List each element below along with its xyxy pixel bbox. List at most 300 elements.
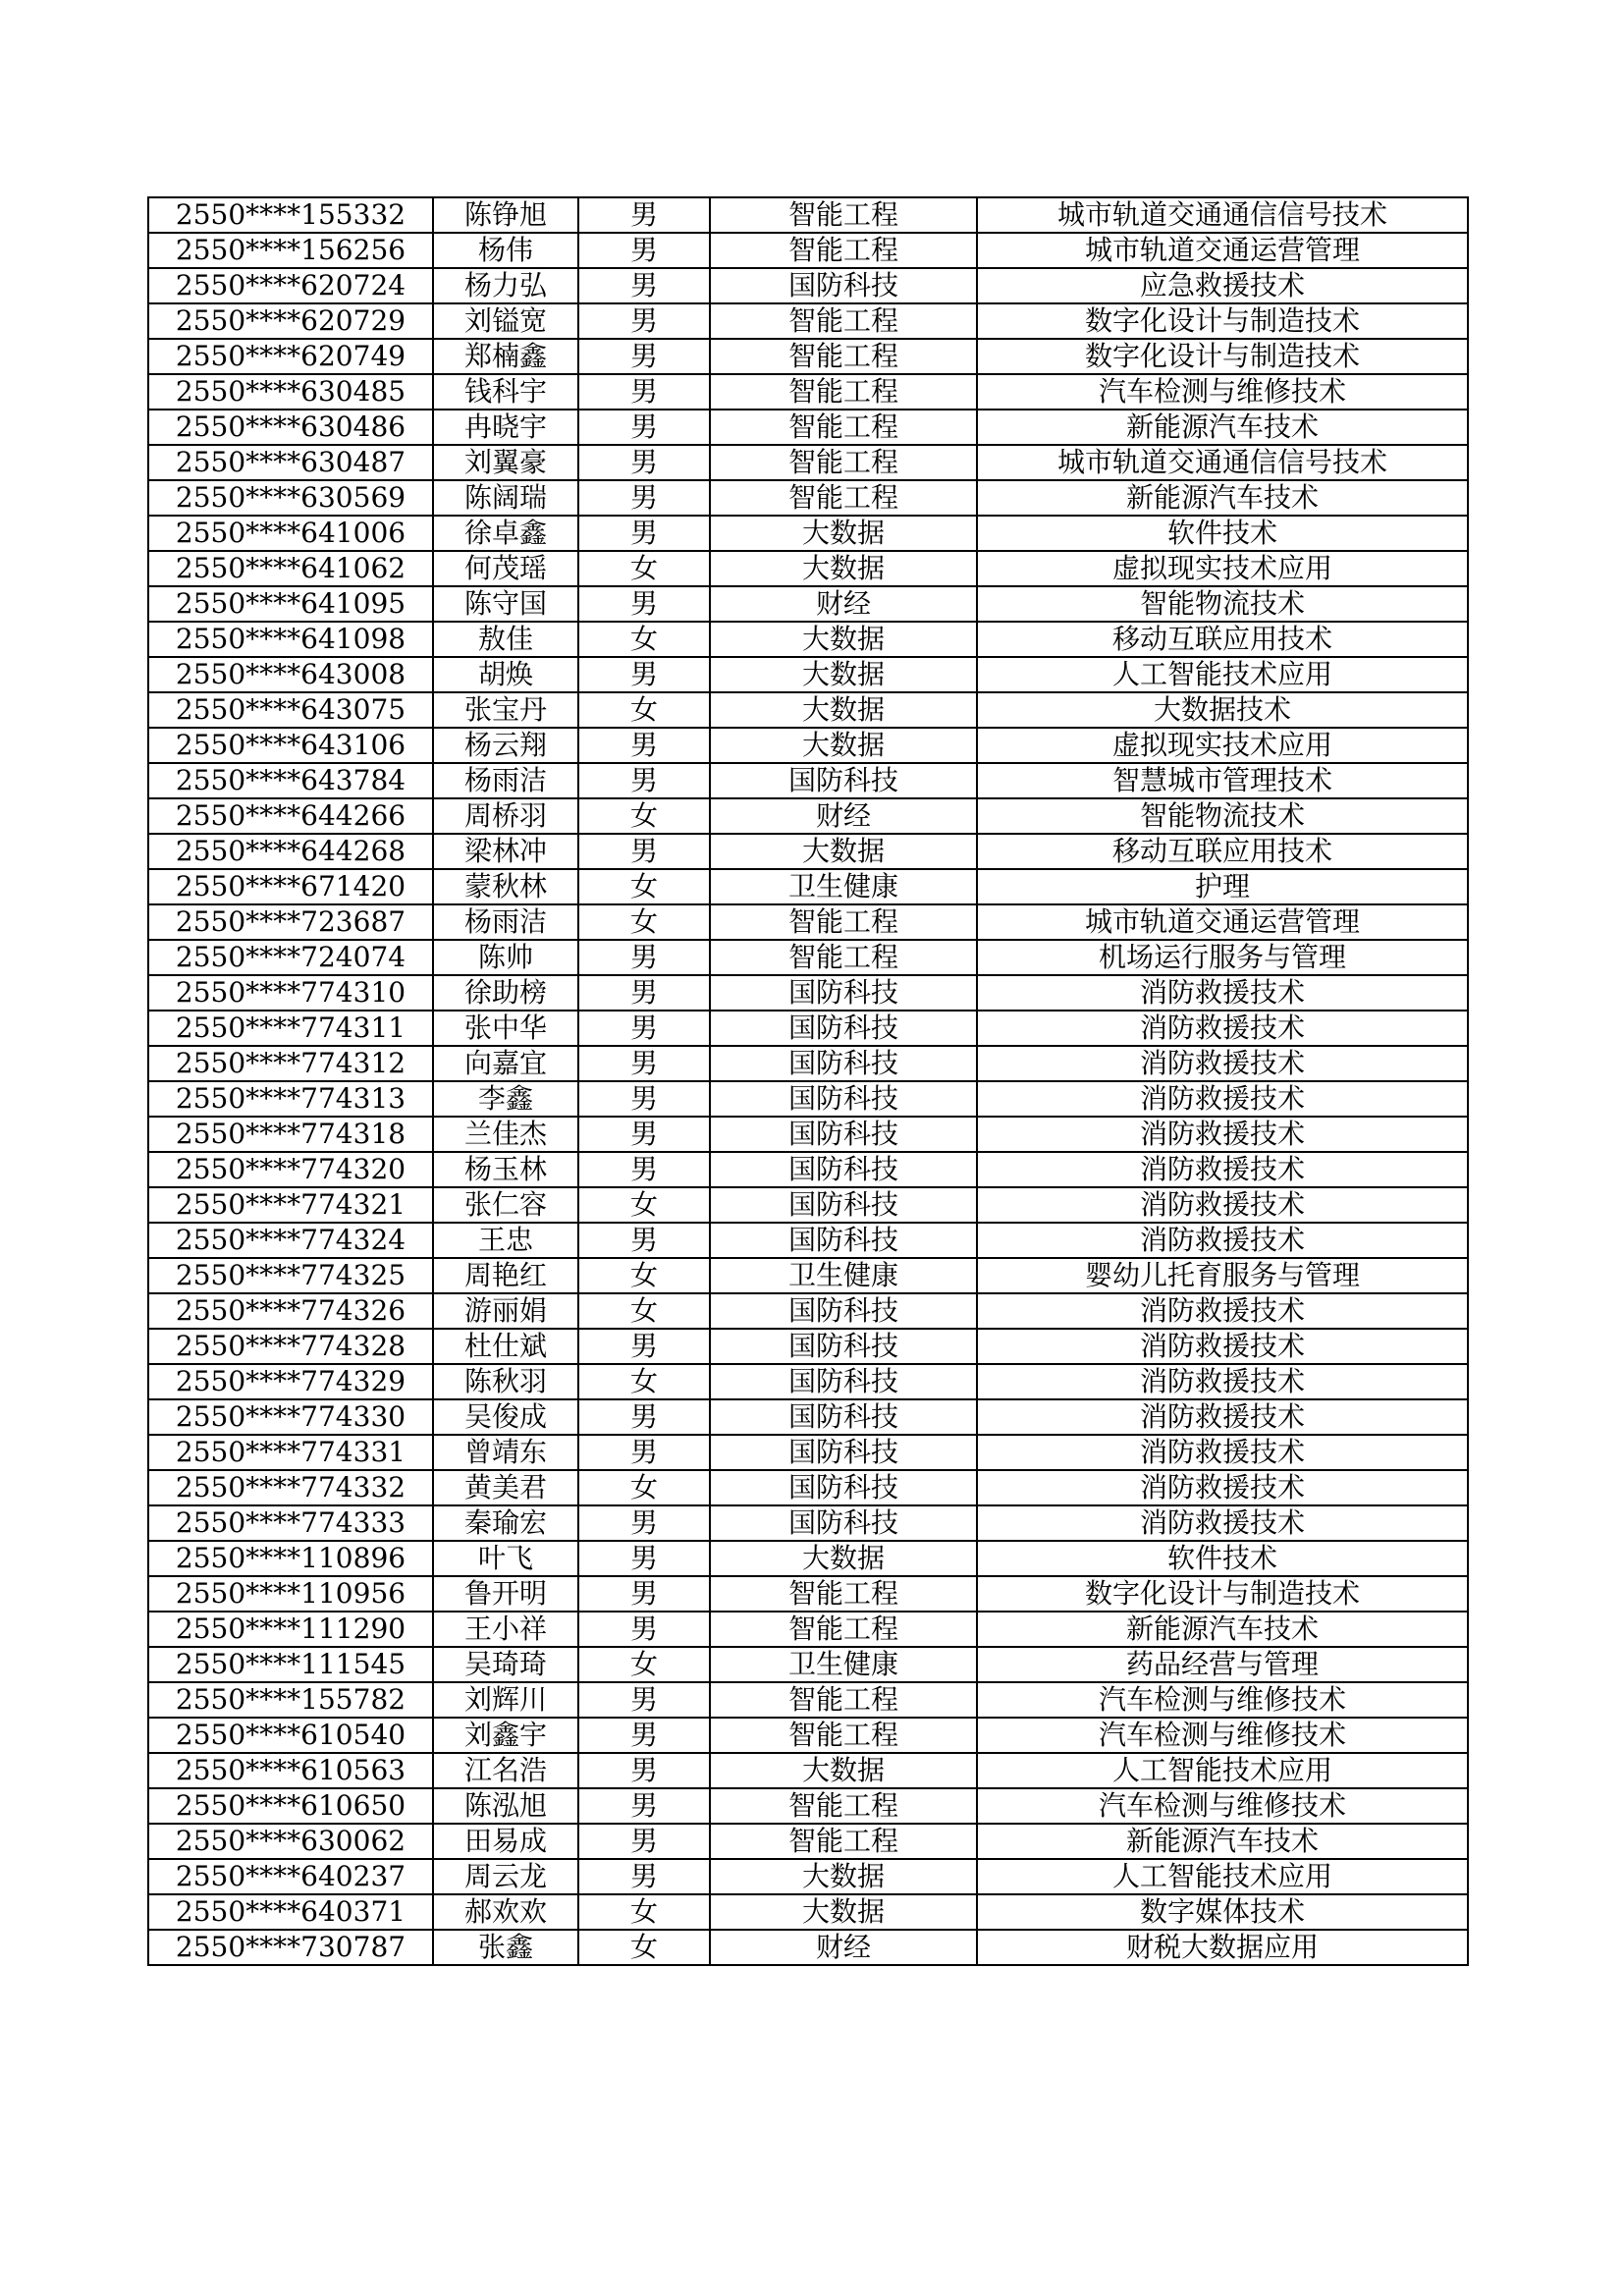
cell-college: 智能工程 xyxy=(710,1612,977,1647)
cell-name: 张中华 xyxy=(433,1011,578,1046)
cell-major: 消防救援技术 xyxy=(977,1470,1468,1505)
table-row xyxy=(148,233,1468,268)
cell-id: 2550****724074 xyxy=(148,940,433,975)
cell-major: 人工智能技术应用 xyxy=(977,1753,1468,1788)
cell-name: 刘鑫宇 xyxy=(433,1718,578,1753)
cell-gender: 男 xyxy=(578,197,710,233)
table-row xyxy=(148,657,1468,692)
cell-id: 2550****630062 xyxy=(148,1824,433,1859)
cell-name: 黄美君 xyxy=(433,1470,578,1505)
cell-college: 国防科技 xyxy=(710,763,977,798)
table-row xyxy=(148,1859,1468,1894)
cell-college: 智能工程 xyxy=(710,197,977,233)
table-row xyxy=(148,622,1468,657)
cell-name: 李鑫 xyxy=(433,1081,578,1117)
cell-major: 汽车检测与维修技术 xyxy=(977,1788,1468,1824)
cell-name: 杨云翔 xyxy=(433,728,578,763)
cell-name: 周云龙 xyxy=(433,1859,578,1894)
cell-college: 智能工程 xyxy=(710,410,977,445)
cell-id: 2550****110956 xyxy=(148,1576,433,1612)
cell-name: 周艳红 xyxy=(433,1258,578,1293)
cell-major: 虚拟现实技术应用 xyxy=(977,551,1468,586)
table-row xyxy=(148,303,1468,339)
cell-major: 汽车检测与维修技术 xyxy=(977,374,1468,410)
table-row xyxy=(148,1470,1468,1505)
cell-name: 陈帅 xyxy=(433,940,578,975)
cell-college: 大数据 xyxy=(710,622,977,657)
cell-gender: 男 xyxy=(578,1399,710,1435)
cell-college: 智能工程 xyxy=(710,303,977,339)
cell-major: 智能物流技术 xyxy=(977,798,1468,834)
cell-college: 财经 xyxy=(710,798,977,834)
cell-gender: 女 xyxy=(578,1364,710,1399)
cell-major: 城市轨道交通运营管理 xyxy=(977,233,1468,268)
cell-name: 吴琦琦 xyxy=(433,1647,578,1682)
cell-college: 国防科技 xyxy=(710,1470,977,1505)
cell-major: 人工智能技术应用 xyxy=(977,657,1468,692)
table-row xyxy=(148,551,1468,586)
table-row xyxy=(148,1258,1468,1293)
cell-college: 卫生健康 xyxy=(710,869,977,904)
cell-id: 2550****730787 xyxy=(148,1930,433,1965)
cell-college: 国防科技 xyxy=(710,1117,977,1152)
cell-college: 国防科技 xyxy=(710,1011,977,1046)
cell-gender: 男 xyxy=(578,339,710,374)
cell-gender: 女 xyxy=(578,1293,710,1329)
cell-id: 2550****630485 xyxy=(148,374,433,410)
cell-name: 鲁开明 xyxy=(433,1576,578,1612)
cell-gender: 男 xyxy=(578,1152,710,1187)
cell-name: 王忠 xyxy=(433,1223,578,1258)
cell-college: 卫生健康 xyxy=(710,1258,977,1293)
cell-id: 2550****630569 xyxy=(148,480,433,516)
cell-gender: 男 xyxy=(578,1541,710,1576)
cell-name: 蒙秋林 xyxy=(433,869,578,904)
cell-name: 江名浩 xyxy=(433,1753,578,1788)
table-row xyxy=(148,1293,1468,1329)
cell-major: 移动互联应用技术 xyxy=(977,834,1468,869)
cell-college: 大数据 xyxy=(710,1859,977,1894)
table-row xyxy=(148,1364,1468,1399)
cell-name: 胡焕 xyxy=(433,657,578,692)
student-table xyxy=(147,196,1469,1966)
cell-name: 敖佳 xyxy=(433,622,578,657)
cell-id: 2550****620729 xyxy=(148,303,433,339)
cell-gender: 男 xyxy=(578,516,710,551)
cell-gender: 男 xyxy=(578,728,710,763)
cell-major: 应急救援技术 xyxy=(977,268,1468,303)
table-row xyxy=(148,1046,1468,1081)
table-row xyxy=(148,1930,1468,1965)
cell-name: 陈守国 xyxy=(433,586,578,622)
cell-name: 陈泓旭 xyxy=(433,1788,578,1824)
table-row xyxy=(148,904,1468,940)
cell-gender: 男 xyxy=(578,268,710,303)
cell-major: 消防救援技术 xyxy=(977,975,1468,1011)
cell-id: 2550****643075 xyxy=(148,692,433,728)
cell-college: 国防科技 xyxy=(710,975,977,1011)
cell-name: 梁林冲 xyxy=(433,834,578,869)
cell-major: 新能源汽车技术 xyxy=(977,480,1468,516)
cell-major: 数字媒体技术 xyxy=(977,1894,1468,1930)
cell-id: 2550****640237 xyxy=(148,1859,433,1894)
cell-id: 2550****111545 xyxy=(148,1647,433,1682)
cell-major: 新能源汽车技术 xyxy=(977,1824,1468,1859)
table-row xyxy=(148,1682,1468,1718)
cell-name: 刘翼豪 xyxy=(433,445,578,480)
cell-college: 国防科技 xyxy=(710,1223,977,1258)
cell-major: 机场运行服务与管理 xyxy=(977,940,1468,975)
cell-major: 消防救援技术 xyxy=(977,1505,1468,1541)
cell-gender: 男 xyxy=(578,975,710,1011)
cell-major: 消防救援技术 xyxy=(977,1152,1468,1187)
cell-college: 大数据 xyxy=(710,657,977,692)
cell-gender: 男 xyxy=(578,1223,710,1258)
cell-name: 刘镒宽 xyxy=(433,303,578,339)
cell-id: 2550****774312 xyxy=(148,1046,433,1081)
cell-name: 郝欢欢 xyxy=(433,1894,578,1930)
cell-major: 智慧城市管理技术 xyxy=(977,763,1468,798)
cell-college: 国防科技 xyxy=(710,1293,977,1329)
table-row xyxy=(148,728,1468,763)
cell-gender: 女 xyxy=(578,551,710,586)
cell-id: 2550****774318 xyxy=(148,1117,433,1152)
cell-gender: 男 xyxy=(578,1011,710,1046)
cell-college: 国防科技 xyxy=(710,1505,977,1541)
cell-name: 张鑫 xyxy=(433,1930,578,1965)
cell-id: 2550****774310 xyxy=(148,975,433,1011)
table-row xyxy=(148,1187,1468,1223)
cell-major: 城市轨道交通运营管理 xyxy=(977,904,1468,940)
cell-id: 2550****643008 xyxy=(148,657,433,692)
cell-gender: 女 xyxy=(578,904,710,940)
cell-gender: 男 xyxy=(578,233,710,268)
cell-college: 智能工程 xyxy=(710,1788,977,1824)
table-row xyxy=(148,1117,1468,1152)
cell-college: 大数据 xyxy=(710,692,977,728)
table-row xyxy=(148,480,1468,516)
cell-id: 2550****641006 xyxy=(148,516,433,551)
cell-gender: 男 xyxy=(578,1682,710,1718)
table-row xyxy=(148,1647,1468,1682)
cell-college: 智能工程 xyxy=(710,233,977,268)
cell-name: 周桥羽 xyxy=(433,798,578,834)
table-row xyxy=(148,197,1468,233)
cell-major: 大数据技术 xyxy=(977,692,1468,728)
cell-name: 杜仕斌 xyxy=(433,1329,578,1364)
cell-major: 虚拟现实技术应用 xyxy=(977,728,1468,763)
cell-college: 智能工程 xyxy=(710,1576,977,1612)
cell-college: 智能工程 xyxy=(710,904,977,940)
table-row xyxy=(148,516,1468,551)
table-row xyxy=(148,1399,1468,1435)
cell-id: 2550****620724 xyxy=(148,268,433,303)
table-row xyxy=(148,1223,1468,1258)
table-row xyxy=(148,339,1468,374)
cell-major: 数字化设计与制造技术 xyxy=(977,339,1468,374)
cell-id: 2550****644266 xyxy=(148,798,433,834)
table-row xyxy=(148,1788,1468,1824)
cell-name: 张宝丹 xyxy=(433,692,578,728)
cell-gender: 男 xyxy=(578,657,710,692)
cell-college: 国防科技 xyxy=(710,1152,977,1187)
cell-college: 国防科技 xyxy=(710,268,977,303)
cell-id: 2550****774326 xyxy=(148,1293,433,1329)
cell-id: 2550****774325 xyxy=(148,1258,433,1293)
cell-major: 婴幼儿托育服务与管理 xyxy=(977,1258,1468,1293)
cell-major: 消防救援技术 xyxy=(977,1011,1468,1046)
cell-gender: 女 xyxy=(578,1647,710,1682)
cell-id: 2550****110896 xyxy=(148,1541,433,1576)
cell-major: 数字化设计与制造技术 xyxy=(977,1576,1468,1612)
cell-name: 王小祥 xyxy=(433,1612,578,1647)
cell-college: 智能工程 xyxy=(710,480,977,516)
cell-gender: 男 xyxy=(578,834,710,869)
cell-name: 杨伟 xyxy=(433,233,578,268)
cell-id: 2550****610563 xyxy=(148,1753,433,1788)
cell-gender: 男 xyxy=(578,1435,710,1470)
cell-id: 2550****774321 xyxy=(148,1187,433,1223)
table-row xyxy=(148,374,1468,410)
cell-college: 国防科技 xyxy=(710,1364,977,1399)
cell-college: 卫生健康 xyxy=(710,1647,977,1682)
cell-college: 国防科技 xyxy=(710,1046,977,1081)
cell-major: 移动互联应用技术 xyxy=(977,622,1468,657)
table-row xyxy=(148,692,1468,728)
table-row xyxy=(148,1541,1468,1576)
cell-id: 2550****111290 xyxy=(148,1612,433,1647)
cell-college: 智能工程 xyxy=(710,1682,977,1718)
cell-id: 2550****620749 xyxy=(148,339,433,374)
cell-name: 杨雨洁 xyxy=(433,904,578,940)
cell-college: 智能工程 xyxy=(710,1824,977,1859)
cell-id: 2550****641062 xyxy=(148,551,433,586)
cell-major: 软件技术 xyxy=(977,516,1468,551)
cell-name: 游丽娟 xyxy=(433,1293,578,1329)
cell-gender: 男 xyxy=(578,303,710,339)
cell-major: 护理 xyxy=(977,869,1468,904)
table-row xyxy=(148,1152,1468,1187)
cell-name: 郑楠鑫 xyxy=(433,339,578,374)
cell-id: 2550****155782 xyxy=(148,1682,433,1718)
cell-id: 2550****610540 xyxy=(148,1718,433,1753)
cell-gender: 男 xyxy=(578,1824,710,1859)
cell-college: 国防科技 xyxy=(710,1435,977,1470)
cell-major: 软件技术 xyxy=(977,1541,1468,1576)
cell-college: 智能工程 xyxy=(710,374,977,410)
cell-major: 消防救援技术 xyxy=(977,1435,1468,1470)
cell-id: 2550****774329 xyxy=(148,1364,433,1399)
cell-gender: 女 xyxy=(578,1258,710,1293)
cell-college: 国防科技 xyxy=(710,1329,977,1364)
table-row xyxy=(148,1824,1468,1859)
cell-name: 张仁容 xyxy=(433,1187,578,1223)
cell-gender: 男 xyxy=(578,1753,710,1788)
cell-id: 2550****774332 xyxy=(148,1470,433,1505)
table-row xyxy=(148,798,1468,834)
cell-major: 城市轨道交通通信信号技术 xyxy=(977,197,1468,233)
cell-major: 消防救援技术 xyxy=(977,1223,1468,1258)
cell-college: 财经 xyxy=(710,1930,977,1965)
cell-college: 大数据 xyxy=(710,516,977,551)
cell-major: 消防救援技术 xyxy=(977,1081,1468,1117)
cell-id: 2550****774320 xyxy=(148,1152,433,1187)
table-row xyxy=(148,1718,1468,1753)
cell-gender: 男 xyxy=(578,374,710,410)
cell-college: 大数据 xyxy=(710,1894,977,1930)
cell-name: 田易成 xyxy=(433,1824,578,1859)
table-row xyxy=(148,410,1468,445)
cell-major: 财税大数据应用 xyxy=(977,1930,1468,1965)
cell-id: 2550****774313 xyxy=(148,1081,433,1117)
cell-major: 消防救援技术 xyxy=(977,1293,1468,1329)
cell-major: 城市轨道交通通信信号技术 xyxy=(977,445,1468,480)
cell-college: 大数据 xyxy=(710,728,977,763)
cell-name: 吴俊成 xyxy=(433,1399,578,1435)
cell-gender: 男 xyxy=(578,1859,710,1894)
cell-name: 何茂瑶 xyxy=(433,551,578,586)
cell-name: 陈阔瑞 xyxy=(433,480,578,516)
table-row xyxy=(148,1081,1468,1117)
cell-id: 2550****671420 xyxy=(148,869,433,904)
cell-name: 刘辉川 xyxy=(433,1682,578,1718)
table-row xyxy=(148,975,1468,1011)
cell-college: 大数据 xyxy=(710,1753,977,1788)
cell-id: 2550****643106 xyxy=(148,728,433,763)
cell-gender: 男 xyxy=(578,480,710,516)
cell-name: 曾靖东 xyxy=(433,1435,578,1470)
cell-gender: 男 xyxy=(578,1117,710,1152)
table-row xyxy=(148,1011,1468,1046)
cell-major: 消防救援技术 xyxy=(977,1187,1468,1223)
table-body xyxy=(148,197,1468,1965)
cell-gender: 女 xyxy=(578,1930,710,1965)
cell-id: 2550****723687 xyxy=(148,904,433,940)
cell-major: 消防救援技术 xyxy=(977,1046,1468,1081)
cell-name: 秦瑜宏 xyxy=(433,1505,578,1541)
cell-gender: 男 xyxy=(578,1788,710,1824)
cell-gender: 男 xyxy=(578,763,710,798)
table-row xyxy=(148,763,1468,798)
cell-major: 数字化设计与制造技术 xyxy=(977,303,1468,339)
cell-id: 2550****156256 xyxy=(148,233,433,268)
cell-id: 2550****644268 xyxy=(148,834,433,869)
table-row xyxy=(148,1894,1468,1930)
cell-name: 徐卓鑫 xyxy=(433,516,578,551)
cell-gender: 男 xyxy=(578,410,710,445)
cell-gender: 男 xyxy=(578,1329,710,1364)
cell-college: 财经 xyxy=(710,586,977,622)
cell-id: 2550****630486 xyxy=(148,410,433,445)
cell-major: 汽车检测与维修技术 xyxy=(977,1718,1468,1753)
cell-id: 2550****641098 xyxy=(148,622,433,657)
table-row xyxy=(148,1612,1468,1647)
cell-college: 智能工程 xyxy=(710,940,977,975)
cell-gender: 女 xyxy=(578,869,710,904)
table-row xyxy=(148,869,1468,904)
cell-name: 杨力弘 xyxy=(433,268,578,303)
table-row xyxy=(148,586,1468,622)
cell-gender: 女 xyxy=(578,1187,710,1223)
cell-gender: 男 xyxy=(578,1505,710,1541)
table-row xyxy=(148,940,1468,975)
cell-gender: 男 xyxy=(578,1081,710,1117)
cell-major: 人工智能技术应用 xyxy=(977,1859,1468,1894)
cell-id: 2550****630487 xyxy=(148,445,433,480)
cell-college: 国防科技 xyxy=(710,1081,977,1117)
cell-name: 叶飞 xyxy=(433,1541,578,1576)
cell-college: 智能工程 xyxy=(710,1718,977,1753)
cell-id: 2550****155332 xyxy=(148,197,433,233)
cell-major: 消防救援技术 xyxy=(977,1117,1468,1152)
cell-gender: 男 xyxy=(578,586,710,622)
cell-college: 国防科技 xyxy=(710,1187,977,1223)
cell-college: 智能工程 xyxy=(710,339,977,374)
cell-major: 新能源汽车技术 xyxy=(977,1612,1468,1647)
cell-major: 汽车检测与维修技术 xyxy=(977,1682,1468,1718)
cell-name: 陈秋羽 xyxy=(433,1364,578,1399)
cell-major: 新能源汽车技术 xyxy=(977,410,1468,445)
cell-name: 钱科宇 xyxy=(433,374,578,410)
cell-major: 药品经营与管理 xyxy=(977,1647,1468,1682)
cell-college: 智能工程 xyxy=(710,445,977,480)
cell-name: 杨玉林 xyxy=(433,1152,578,1187)
cell-id: 2550****640371 xyxy=(148,1894,433,1930)
cell-name: 冉晓宇 xyxy=(433,410,578,445)
cell-id: 2550****774311 xyxy=(148,1011,433,1046)
cell-id: 2550****774324 xyxy=(148,1223,433,1258)
cell-college: 大数据 xyxy=(710,551,977,586)
cell-name: 徐助榜 xyxy=(433,975,578,1011)
table-row xyxy=(148,1435,1468,1470)
cell-id: 2550****774330 xyxy=(148,1399,433,1435)
cell-college: 国防科技 xyxy=(710,1399,977,1435)
cell-name: 向嘉宜 xyxy=(433,1046,578,1081)
cell-gender: 女 xyxy=(578,692,710,728)
cell-id: 2550****643784 xyxy=(148,763,433,798)
table-row xyxy=(148,1753,1468,1788)
cell-gender: 男 xyxy=(578,1046,710,1081)
cell-major: 消防救援技术 xyxy=(977,1399,1468,1435)
cell-gender: 男 xyxy=(578,1612,710,1647)
table-row xyxy=(148,834,1468,869)
cell-id: 2550****774328 xyxy=(148,1329,433,1364)
cell-college: 大数据 xyxy=(710,1541,977,1576)
cell-id: 2550****774333 xyxy=(148,1505,433,1541)
cell-gender: 男 xyxy=(578,940,710,975)
cell-gender: 男 xyxy=(578,1718,710,1753)
cell-id: 2550****774331 xyxy=(148,1435,433,1470)
cell-id: 2550****610650 xyxy=(148,1788,433,1824)
table-row xyxy=(148,445,1468,480)
cell-name: 兰佳杰 xyxy=(433,1117,578,1152)
cell-name: 杨雨洁 xyxy=(433,763,578,798)
cell-gender: 男 xyxy=(578,1576,710,1612)
cell-major: 消防救援技术 xyxy=(977,1364,1468,1399)
cell-gender: 男 xyxy=(578,445,710,480)
table-row xyxy=(148,1576,1468,1612)
cell-major: 消防救援技术 xyxy=(977,1329,1468,1364)
cell-gender: 女 xyxy=(578,1470,710,1505)
cell-id: 2550****641095 xyxy=(148,586,433,622)
cell-college: 大数据 xyxy=(710,834,977,869)
cell-name: 陈铮旭 xyxy=(433,197,578,233)
table-row xyxy=(148,1329,1468,1364)
cell-gender: 女 xyxy=(578,1894,710,1930)
cell-gender: 女 xyxy=(578,798,710,834)
cell-gender: 女 xyxy=(578,622,710,657)
table-row xyxy=(148,1505,1468,1541)
